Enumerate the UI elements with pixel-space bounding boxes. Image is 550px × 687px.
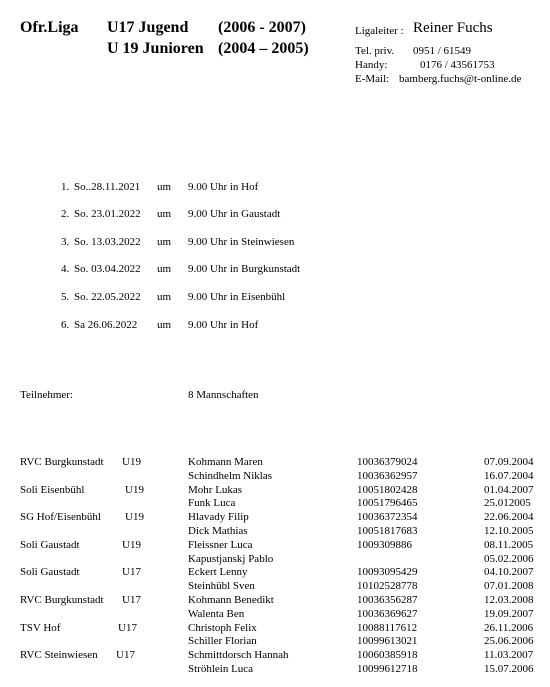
roster-player-id: 10099612718 <box>357 663 418 675</box>
roster-player-id: 10060385918 <box>357 649 418 661</box>
mobile-value: 0176 / 43561753 <box>420 59 495 71</box>
roster-birth-date: 26.11.2006 <box>484 622 534 634</box>
roster-player-id: 10036356287 <box>357 594 418 606</box>
roster-row <box>0 663 550 679</box>
roster-player-id: 10051817683 <box>357 525 418 537</box>
participants-value: 8 Mannschaften <box>188 389 259 401</box>
roster-player-id: 10036372354 <box>357 511 418 523</box>
roster-player-name: Mohr Lukas <box>188 484 243 496</box>
schedule-time-place: 9.00 Uhr in Eisenbühl <box>188 291 286 303</box>
roster-player-id: 10102528778 <box>357 580 418 592</box>
schedule-date: Sa 26.06.2022 <box>74 319 138 331</box>
roster-team: Soli Eisenbühl <box>20 484 85 496</box>
schedule-item <box>0 263 550 279</box>
roster-player-name: Steinhübl Sven <box>188 580 255 592</box>
roster-age-group: U17 <box>122 566 141 578</box>
roster-player-name: Funk Luca <box>188 497 236 509</box>
roster-player-id: 10051802428 <box>357 484 418 496</box>
roster-player-name: Christoph Felix <box>188 622 257 634</box>
schedule-date: So. 03.04.2022 <box>74 263 141 275</box>
roster-age-group: U17 <box>118 622 137 634</box>
phone-label: Tel. priv. <box>355 45 395 57</box>
schedule-date: So. 13.03.2022 <box>74 236 141 248</box>
roster-player-name: Dick Mathias <box>188 525 248 537</box>
roster-player-name: Walenta Ben <box>188 608 245 620</box>
roster-birth-date: 25.012005 <box>484 497 531 509</box>
roster-player-id: 10088117612 <box>357 622 418 634</box>
schedule-um: um <box>157 263 172 275</box>
schedule-number: 5. <box>61 291 70 303</box>
roster-player-id: 10036379024 <box>357 456 418 468</box>
roster-player-name: Schiller Florian <box>188 635 257 647</box>
roster-birth-date: 15.07.2006 <box>484 663 534 675</box>
schedule-um: um <box>157 319 172 331</box>
roster-birth-date: 07.09.2004 <box>484 456 534 468</box>
schedule-item <box>0 181 550 197</box>
schedule-time-place: 9.00 Uhr in Burgkunstadt <box>188 263 301 275</box>
phone-value: 0951 / 61549 <box>413 45 472 57</box>
participants-label: Teilnehmer: <box>20 389 73 401</box>
schedule-item <box>0 236 550 252</box>
roster-age-group: U19 <box>125 484 144 496</box>
roster-player-id: 10093095429 <box>357 566 418 578</box>
roster-player-name: Ströhlein Luca <box>188 663 254 675</box>
roster-player-name: Schmittdorsch Hannah <box>188 649 289 661</box>
league-title: Ofr.Liga <box>20 19 79 36</box>
schedule-um: um <box>157 236 172 248</box>
league-leader-label: Ligaleiter : <box>355 25 404 37</box>
roster-team: SG Hof/Eisenbühl <box>20 511 101 523</box>
roster-birth-date: 05.02.2006 <box>484 553 534 565</box>
roster-birth-date: 22.06.2004 <box>484 511 534 523</box>
roster-team: RVC Steinwiesen <box>20 649 98 661</box>
years-u19: (2004 – 2005) <box>218 40 309 57</box>
roster-team: RVC Burgkunstadt <box>20 456 104 468</box>
roster-player-id: 10099613021 <box>357 635 418 647</box>
class-u19: U 19 Junioren <box>107 40 204 57</box>
roster-player-name: Kohmann Maren <box>188 456 263 468</box>
roster-team: Soli Gaustadt <box>20 566 80 578</box>
schedule-item <box>0 319 550 335</box>
roster-age-group: U17 <box>122 594 141 606</box>
email-label: E-Mail: <box>355 73 390 85</box>
schedule-number: 4. <box>61 263 70 275</box>
schedule-time-place: 9.00 Uhr in Hof <box>188 319 259 331</box>
roster-team: TSV Hof <box>20 622 61 634</box>
roster-age-group: U19 <box>125 511 144 523</box>
roster-birth-date: 04.10.2007 <box>484 566 534 578</box>
schedule-date: So. 22.05.2022 <box>74 291 141 303</box>
roster-birth-date: 08.11.2005 <box>484 539 534 551</box>
roster-birth-date: 11.03.2007 <box>484 649 534 661</box>
roster-player-id: 10036362957 <box>357 470 418 482</box>
league-leader-name: Reiner Fuchs <box>413 20 493 36</box>
roster-player-id: 10036369627 <box>357 608 418 620</box>
schedule-time-place: 9.00 Uhr in Steinwiesen <box>188 236 295 248</box>
schedule-date: So..28.11.2021 <box>74 181 141 193</box>
schedule-number: 1. <box>61 181 70 193</box>
roster-birth-date: 01.04.2007 <box>484 484 534 496</box>
schedule-time-place: 9.00 Uhr in Hof <box>188 181 259 193</box>
schedule-um: um <box>157 208 172 220</box>
roster-team: RVC Burgkunstadt <box>20 594 104 606</box>
roster-birth-date: 16.07.2004 <box>484 470 534 482</box>
roster-player-name: Kapustjanskj Pablo <box>188 553 274 565</box>
class-u17: U17 Jugend <box>107 19 189 36</box>
roster-age-group: U19 <box>122 539 141 551</box>
roster-player-name: Schindhelm Niklas <box>188 470 273 482</box>
roster-player-id: 10051796465 <box>357 497 418 509</box>
roster-birth-date: 12.03.2008 <box>484 594 534 606</box>
schedule-um: um <box>157 291 172 303</box>
roster-player-name: Kohmann Benedikt <box>188 594 274 606</box>
roster-age-group: U17 <box>116 649 135 661</box>
roster-birth-date: 12.10.2005 <box>484 525 534 537</box>
email-link[interactable]: bamberg.fuchs@t-online.de <box>399 73 522 85</box>
schedule-number: 6. <box>61 319 70 331</box>
schedule-time-place: 9.00 Uhr in Gaustadt <box>188 208 281 220</box>
roster-birth-date: 07.01.2008 <box>484 580 534 592</box>
roster-birth-date: 25.06.2006 <box>484 635 534 647</box>
years-u17: (2006 - 2007) <box>218 19 306 36</box>
schedule-um: um <box>157 181 172 193</box>
schedule-number: 3. <box>61 236 70 248</box>
schedule-number: 2. <box>61 208 70 220</box>
schedule-date: So. 23.01.2022 <box>74 208 141 220</box>
roster-player-name: Eckert Lenny <box>188 566 248 578</box>
roster-player-name: Fleissner Luca <box>188 539 253 551</box>
roster-team: Soli Gaustadt <box>20 539 80 551</box>
mobile-label: Handy: <box>355 59 388 71</box>
roster-player-id: 1009309886 <box>357 539 412 551</box>
schedule-item <box>0 291 550 307</box>
roster-birth-date: 19.09.2007 <box>484 608 534 620</box>
roster-player-name: Hlavady Filip <box>188 511 249 523</box>
roster-age-group: U19 <box>122 456 141 468</box>
schedule-item <box>0 208 550 224</box>
